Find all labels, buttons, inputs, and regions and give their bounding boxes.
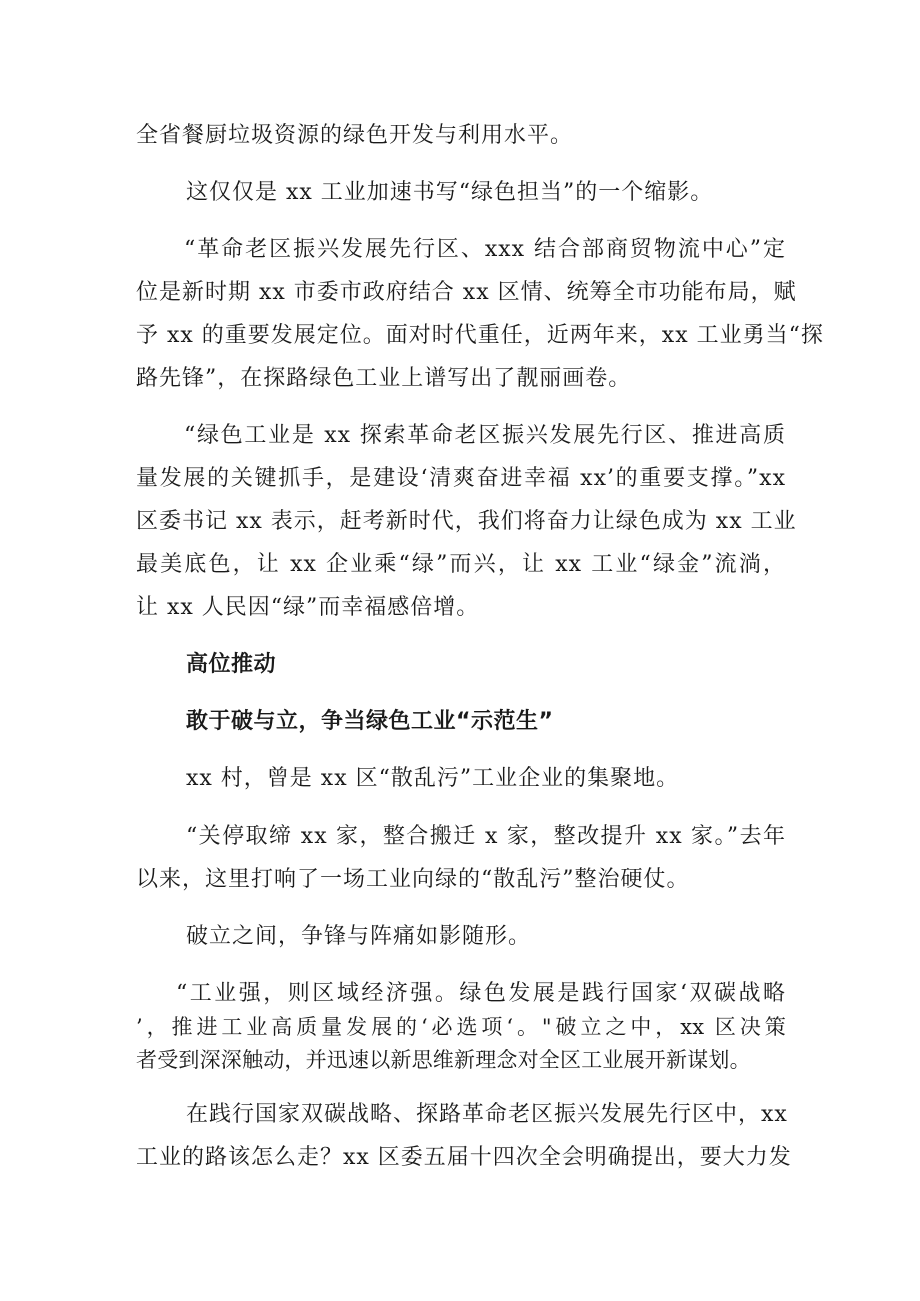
- body-text-line: “关停取缔 xx 家，整合搬迁 x 家，整改提升 xx 家。”去年: [186, 824, 786, 849]
- body-text-line: 者受到深深触动，并迅速以新思维新理念对全区工业展开新谋划。: [136, 1048, 751, 1072]
- body-text-line: ’，推进工业高质量发展的‘必选项‘。"破立之中，xx 区决策: [136, 1015, 786, 1039]
- body-text-line: 最美底色，让 xx 企业乘“绿”而兴，让 xx 工业“绿金”流淌，: [136, 552, 786, 577]
- body-text-line: 予 xx 的重要发展定位。面对时代重任，近两年来，xx 工业勇当“探: [136, 323, 824, 348]
- body-text-line: “工业强，则区域经济强。绿色发展是践行国家‘双碳战略: [176, 981, 786, 1006]
- body-text-line: 区委书记 xx 表示，赶考新时代，我们将奋力让绿色成为 xx 工业: [136, 509, 797, 534]
- body-text-line: 让 xx 人民因“绿”而幸福感倍增。: [136, 595, 480, 620]
- section-subheading: 敢于破与立，争当绿色工业“示范生”: [186, 709, 554, 734]
- body-text-line: 路先锋”，在探路绿色工业上谱写出了靓丽画卷。: [136, 366, 632, 391]
- body-text-line: 量发展的关键抓手，是建设‘清爽奋进幸福 xx’的重要支撑。”xx: [136, 466, 786, 491]
- body-text-line: 在践行国家双碳战略、探路革命老区振兴发展先行区中，xx: [186, 1102, 788, 1127]
- body-text-line: xx 村，曾是 xx 区“散乱污”工业企业的集聚地。: [186, 766, 680, 791]
- body-text-line: 全省餐厨垃圾资源的绿色开发与利用水平。: [136, 123, 574, 148]
- body-text-line: 以来，这里打响了一场工业向绿的“散乱污”整治硬仗。: [136, 867, 690, 892]
- body-text-line: 工业的路该怎么走？xx 区委五届十四次全会明确提出，要大力发: [136, 1145, 792, 1170]
- body-text-line: “绿色工业是 xx 探索革命老区振兴发展先行区、推进高质: [184, 423, 786, 448]
- body-text-line: 这仅仅是 xx 工业加速书写“绿色担当”的一个缩影。: [186, 180, 714, 205]
- body-text-line: 位是新时期 xx 市委市政府结合 xx 区情、统筹全市功能布局，赋: [136, 280, 797, 305]
- body-text-line: “革命老区振兴发展先行区、xxx 结合部商贸物流中心”定: [184, 237, 786, 262]
- section-heading: 高位推动: [186, 652, 277, 677]
- body-text-line: 破立之间，争锋与阵痛如影随形。: [186, 924, 532, 949]
